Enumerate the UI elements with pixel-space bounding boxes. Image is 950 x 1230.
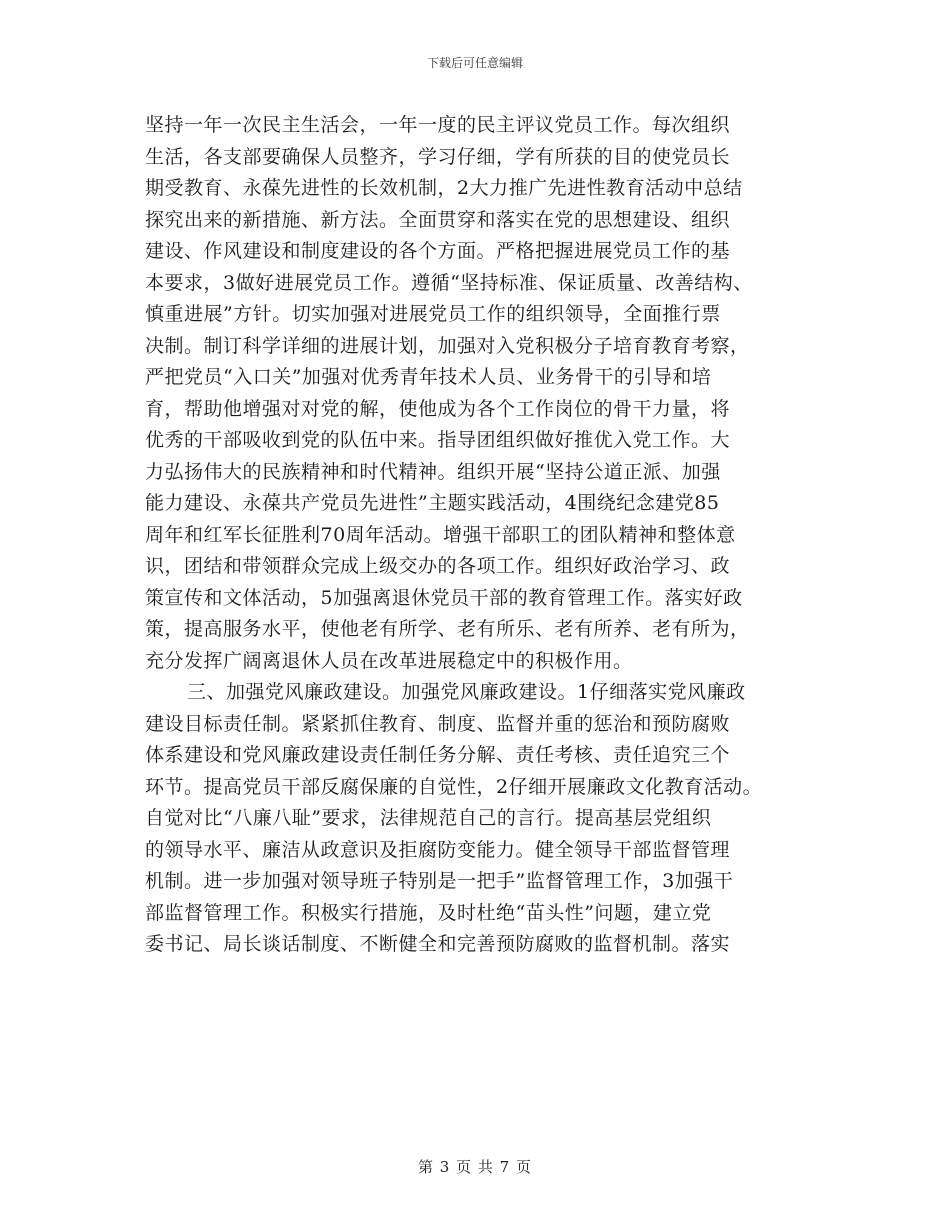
page-number-footer: 第 3 页 共 7 页 xyxy=(418,1158,532,1176)
text-line: 本要求，3做好进展党员工作。遵循“坚持标准、保证质量、改善结构、 xyxy=(145,271,753,294)
text-line: 育，帮助他增强对对党的解，使他成为各个工作岗位的骨干力量，将 xyxy=(145,397,731,420)
text-line: 优秀的干部吸收到党的队伍中来。指导团组织做好推优入党工作。大 xyxy=(145,429,731,451)
document-body xyxy=(145,110,825,961)
text-line: 决制。制订科学详细的进展计划，加强对入党积极分子培育教育考察， xyxy=(145,334,750,357)
text-line: 力弘扬伟大的民族精神和时代精神。组织开展“坚持公道正派、加强 xyxy=(145,460,721,483)
text-line: 环节。提高党员干部反腐保廉的自觉性，2仔细开展廉政文化教育活动。 xyxy=(145,775,763,798)
text-line: 能力建设、永葆共产党员先进性”主题实践活动，4围绕纪念建党85 xyxy=(145,492,720,514)
text-line: 生活，各支部要确保人员整齐，学习仔细，学有所获的目的使党员长 xyxy=(145,145,731,168)
section-heading-line: 三、加强党风廉政建设。加强党风廉政建设。1仔细落实党风廉政 xyxy=(187,681,746,703)
text-line: 策，提高服务水平，使他老有所学、老有所乐、老有所养、老有所为， xyxy=(145,618,750,640)
text-line: 探究出来的新措施、新方法。全面贯穿和落实在党的思想建设、组织 xyxy=(145,208,731,231)
text-line: 期受教育、永葆先进性的长效机制，2大力推广先进性教育活动中总结 xyxy=(145,177,743,199)
text-line: 委书记、局长谈话制度、不断健全和完善预防腐败的监督机制。落实 xyxy=(145,933,731,955)
text-line: 周年和红军长征胜利70周年活动。增强干部职工的团队精神和整体意 xyxy=(145,523,736,546)
text-line: 慎重进展”方针。切实加强对进展党员工作的组织领导，全面推行票 xyxy=(145,303,721,325)
text-line: 建设目标责任制。紧紧抓住教育、制度、监督并重的惩治和预防腐败 xyxy=(145,712,731,735)
text-line: 建设、作风建设和制度建设的各个方面。严格把握进展党员工作的基 xyxy=(145,240,731,262)
text-line: 严把党员“入口关”加强对优秀青年技术人员、业务骨干的引导和培 xyxy=(145,366,712,388)
page-header: 下载后可任意编辑 xyxy=(426,56,523,70)
text-line: 坚持一年一次民主生活会，一年一度的民主评议党员工作。每次组织 xyxy=(145,114,731,136)
text-line: 识，团结和带领群众完成上级交办的各项工作。组织好政治学习、政 xyxy=(145,555,731,577)
text-line: 自觉对比“八廉八耻”要求，法律规范自己的言行。提高基层党组织 xyxy=(145,807,712,829)
text-line: 的领导水平、廉洁从政意识及拒腐防变能力。健全领导干部监督管理 xyxy=(145,838,731,861)
text-line: 部监督管理工作。积极实行措施，及时杜绝“苗头性”问题，建立党 xyxy=(145,901,712,924)
text-line: 策宣传和文体活动，5加强离退休党员干部的教育管理工作。落实好政 xyxy=(145,586,743,609)
text-line: 充分发挥广阔离退休人员在改革进展稳定中的积极作用。 xyxy=(145,649,633,672)
text-line: 机制。进一步加强对领导班子特别是一把手”监督管理工作，3加强干 xyxy=(145,870,734,892)
text-line: 体系建设和党风廉政建设责任制任务分解、责任考核、责任追究三个 xyxy=(145,744,731,766)
